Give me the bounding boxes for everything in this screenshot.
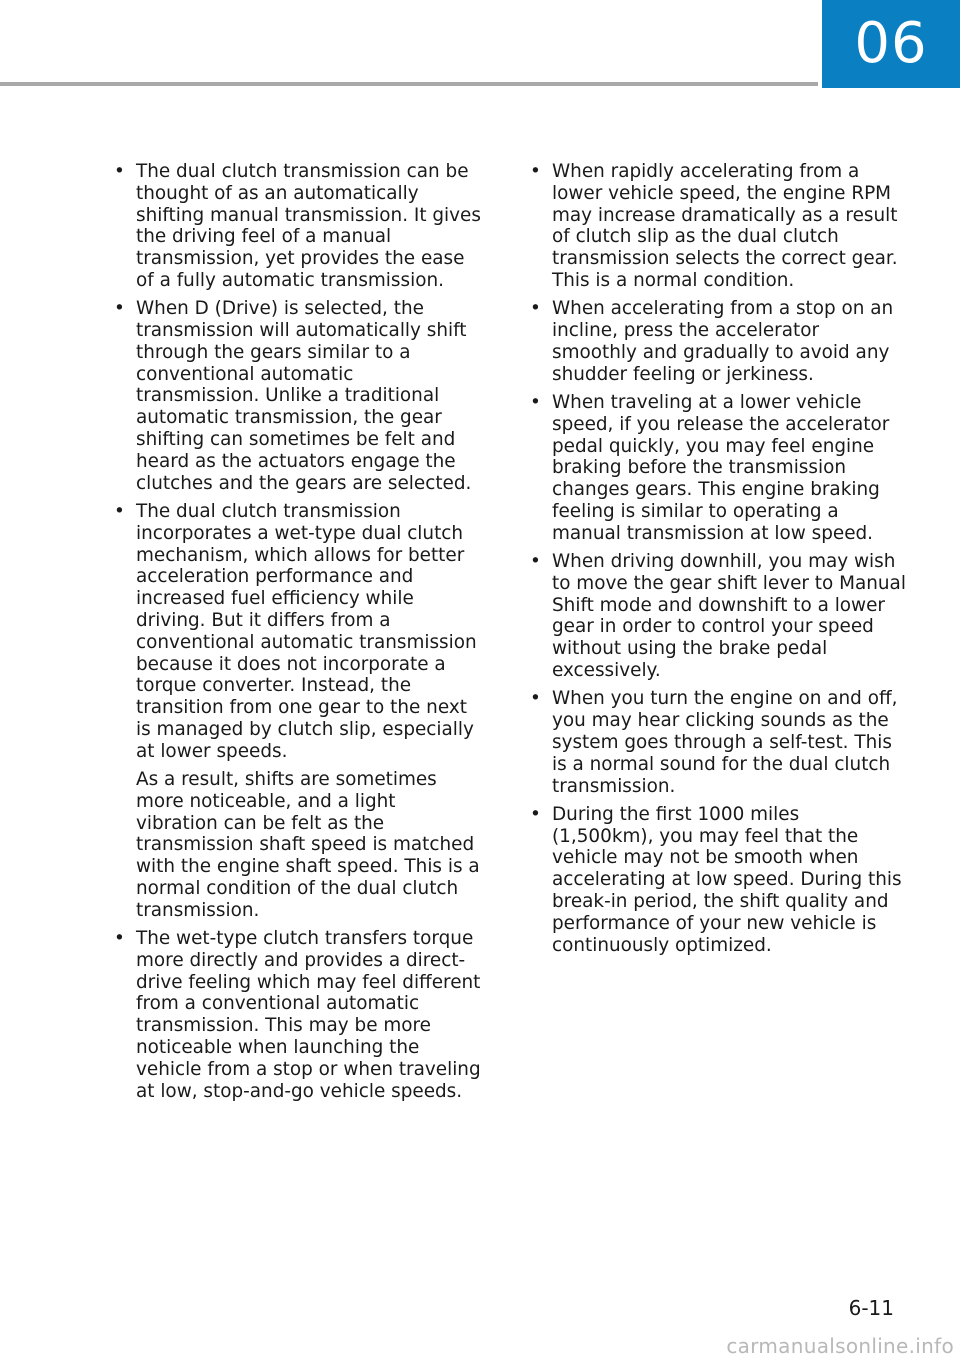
watermark: carmanualsonline.info [726, 1334, 954, 1358]
bullet-item: • When you turn the engine on and off, you may hear clicking sounds as the system goes through a self-test. This is a normal sound for the dual clutch transmission. [528, 688, 906, 797]
chapter-tab: 06 [822, 0, 960, 88]
bullet-item: • The dual clutch transmission can be thought of as an automatically shifting manual transmission. It gives the driving feel of a manual transmission, yet provides the ease of a fully automatic transmission. [112, 161, 482, 292]
bullet-item: • During the first 1000 miles (1,500km), you may feel that the vehicle may not be smooth when accelerating at low speed. During this break-in period, the shift quality and performance of your new vehicle is continuously optimized. [528, 804, 906, 957]
continuation-paragraph: As a result, shifts are sometimes more noticeable, and a light vibration can be felt as the transmission shaft speed is matched with the engine shaft speed. This is a normal condition of the dual clutch transmission. [136, 769, 480, 921]
bullet-item: • When traveling at a lower vehicle speed, if you release the accelerator pedal quickly, you may feel engine braking before the transmission changes gears. This engine braking feeling is similar to operating a manual transmission at low speed. [528, 392, 906, 545]
bullet-item: • When accelerating from a stop on an incline, press the accelerator smoothly and gradually to avoid any shudder feeling or jerkiness. [528, 298, 906, 385]
bullet-item: • The wet-type clutch transfers torque more directly and provides a direct-drive feeling which may feel different from a conventional automatic transmission. This may be more noticeable when launching the vehicle from a stop or when traveling at low, stop-and-go vehicle speeds. [112, 928, 482, 1102]
page-number: 6-11 [848, 1296, 894, 1320]
bullet-item: • When rapidly accelerating from a lower vehicle speed, the engine RPM may increase dramatically as a result of clutch slip as the dual clutch transmission selects the correct gear. This is a normal condition. [528, 161, 906, 292]
left-column [112, 161, 482, 1109]
bullet-item: • The dual clutch transmission incorporates a wet-type dual clutch mechanism, which allows for better acceleration performance and increased fuel efficiency while driving. But it differs from a conventional automatic transmission because it does not incorporate a torque converter. Instead, the transition from one gear to the next is managed by clutch slip, especially at lower speeds. [112, 501, 482, 763]
right-column [528, 161, 906, 963]
bullet-item: • When D (Drive) is selected, the transmission will automatically shift through the gears similar to a conventional automatic transmission. Unlike a traditional automatic transmission, the gear shifting can sometimes be felt and heard as the actuators engage the clutches and the gears are selected. [112, 298, 482, 494]
header-rule [0, 82, 818, 86]
bullet-item: • When driving downhill, you may wish to move the gear shift lever to Manual Shift mode and downshift to a lower gear in order to control your speed without using the brake pedal excessively. [528, 551, 906, 682]
